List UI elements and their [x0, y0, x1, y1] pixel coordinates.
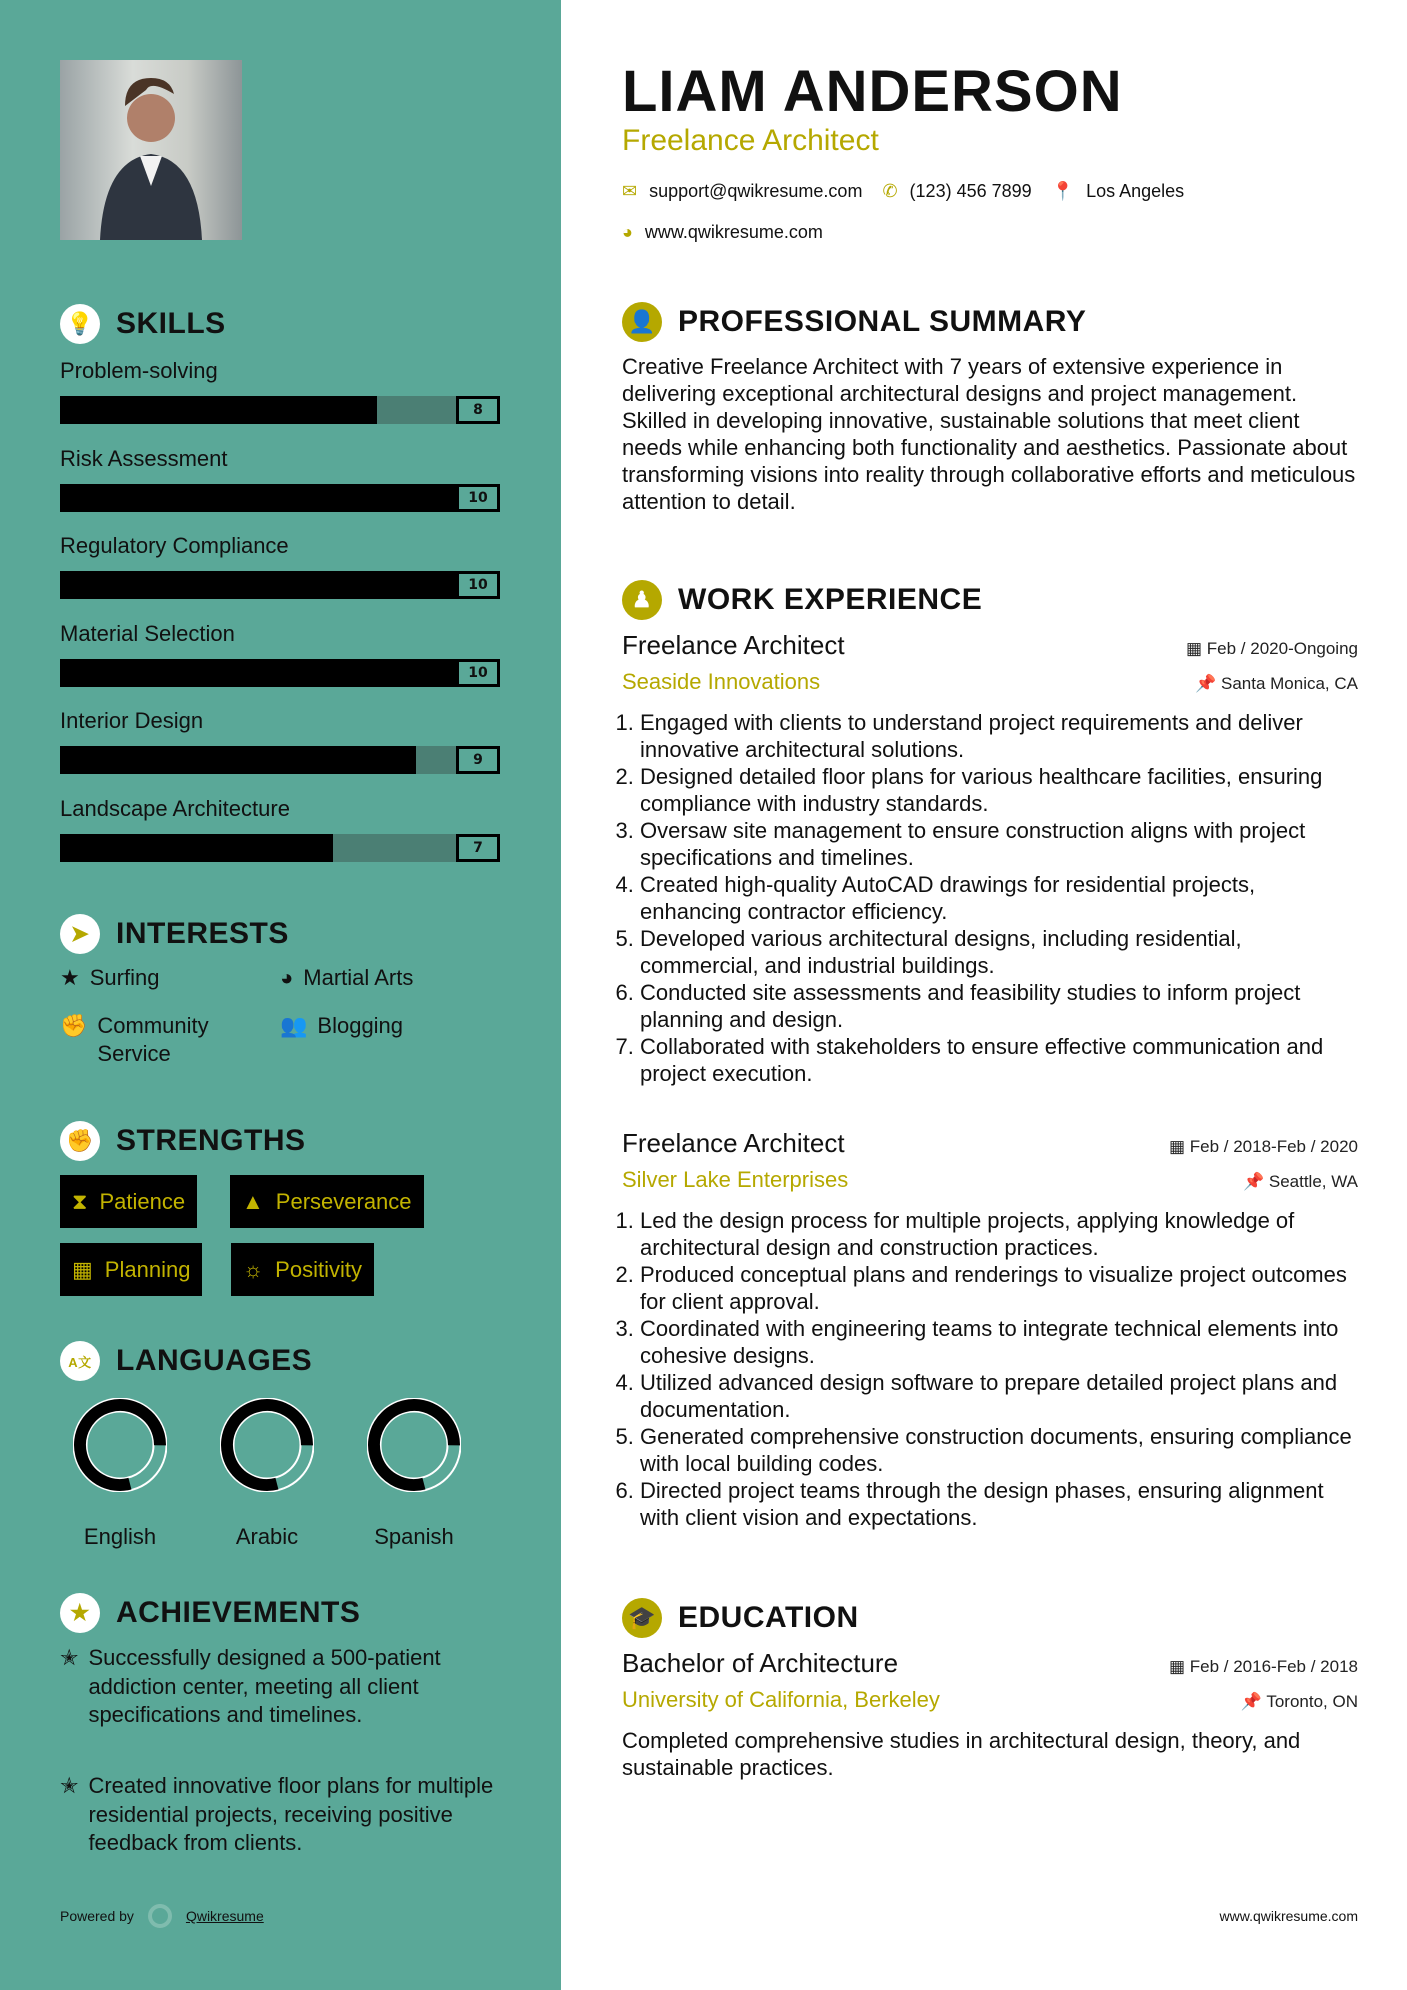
fist-icon: ✊: [60, 1013, 88, 1038]
job-location: Santa Monica, CA: [1220, 674, 1358, 693]
strength-chip: ▲ Perseverance: [230, 1175, 424, 1228]
job-bullet: 4. Created high-quality AutoCAD drawings for residential projects, enhancing contractor efficiency.: [640, 871, 1358, 925]
strengths-heading: ✊ STRENGTHS: [60, 1121, 306, 1161]
qwikresume-logo-icon: [148, 1904, 172, 1928]
calendar-icon: ▦: [1168, 1657, 1190, 1676]
education-entry: [622, 1648, 1358, 1781]
star-icon: ✭: [60, 1773, 79, 1798]
skill-score: 10: [456, 571, 500, 599]
chair-icon: ♟: [622, 580, 662, 620]
skill-bar: [60, 571, 500, 599]
pin-icon: 📌: [1195, 674, 1221, 693]
powered-by: Powered by Qwikresume: [60, 1904, 264, 1928]
summary-text: Creative Freelance Architect with 7 years of extensive experience in delivering exceptional architectural designs and project management. Skilled in developing innovative, sustainable solutions that meet client needs while enhancing both functionality and aesthetics. Passionate about transforming visions into reality through collaborative efforts and meticulous attention to detail.: [622, 354, 1356, 514]
interest-item: ★ Surfing: [60, 965, 160, 990]
calendar-icon: ▦: [1185, 639, 1207, 658]
sun-icon: ☼: [243, 1256, 264, 1282]
skill-bar: [60, 834, 500, 862]
job-dates: Feb / 2018-Feb / 2020: [1189, 1137, 1358, 1156]
language-icon: A文: [60, 1341, 100, 1381]
skill-label: Problem-solving: [60, 358, 218, 383]
job-bullet: 4. Utilized advanced design software to prepare detailed project plans and documentation.: [640, 1369, 1358, 1423]
job-bullets: [622, 709, 1358, 1087]
skill-bar: [60, 659, 500, 687]
job-bullet: 1. Led the design process for multiple projects, applying knowledge of architectural design and construction practices.: [640, 1207, 1358, 1261]
strength-chip: ☼ Positivity: [231, 1243, 374, 1296]
interest-item: 👥 Blogging: [280, 1013, 404, 1038]
interest-item: ✊ Community Service: [60, 1013, 209, 1066]
job-bullet: 6. Directed project teams through the design phases, ensuring alignment with client vision and expectations.: [640, 1477, 1358, 1531]
language-item: [55, 1398, 185, 1550]
job-bullet: 2. Designed detailed floor plans for various healthcare facilities, ensuring compliance with industry standards.: [640, 763, 1358, 817]
job-bullet: 2. Produced conceptual plans and renderings to visualize project outcomes for client approval.: [640, 1261, 1358, 1315]
language-donut: [220, 1398, 314, 1492]
email-link[interactable]: support@qwikresume.com: [649, 181, 863, 201]
skill-score: 8: [456, 396, 500, 424]
job-entry: [622, 630, 1358, 1087]
globe-icon: ◕: [622, 222, 633, 242]
job-bullet: 5. Developed various architectural designs, including residential, commercial, and industrial buildings.: [640, 925, 1358, 979]
job-bullet: 1. Engaged with clients to understand project requirements and deliver innovative architectural solutions.: [640, 709, 1358, 763]
strength-chip: ⧗ Patience: [60, 1175, 197, 1228]
skill-bar-fill: [60, 396, 377, 424]
candidate-name: LIAM ANDERSON: [622, 59, 1123, 124]
user-icon: 👤: [622, 302, 662, 342]
skill-bar-fill: [60, 659, 500, 687]
achievement-item: ✭ Successfully designed a 500-patient addiction center, meeting all client specifications and timelines.: [60, 1644, 500, 1730]
interest-item: ◕ Martial Arts: [280, 965, 414, 990]
globe-icon: ◕: [280, 965, 294, 990]
skill-item: [60, 446, 500, 512]
phone-icon: ✆: [882, 181, 898, 201]
skill-label: Risk Assessment: [60, 445, 228, 471]
road-icon: ▲: [242, 1188, 264, 1214]
contact-row: [622, 181, 1358, 202]
pin-icon: 📌: [1240, 1692, 1267, 1711]
language-item: [349, 1398, 479, 1550]
language-donut: [367, 1398, 461, 1492]
skill-bar-fill: [60, 484, 500, 512]
job-dates: Feb / 2020-Ongoing: [1206, 639, 1358, 658]
skill-bar-fill: [60, 834, 333, 862]
skill-item: [60, 708, 500, 774]
job-bullets: [622, 1207, 1358, 1531]
degree: Bachelor of Architecture: [622, 1648, 899, 1678]
skill-bar: [60, 746, 500, 774]
skill-label: Landscape Architecture: [60, 795, 290, 821]
interests-heading: ➤ INTERESTS: [60, 914, 289, 954]
hourglass-icon: ⧗: [72, 1188, 88, 1214]
education-heading: 🎓 EDUCATION: [622, 1598, 1358, 1638]
skill-label: Interior Design: [60, 708, 204, 733]
languages-heading: A文 LANGUAGES: [60, 1341, 312, 1381]
job-bullet: 3. Coordinated with engineering teams to integrate technical elements into cohesive designs.: [640, 1315, 1358, 1369]
skill-score: 10: [456, 659, 500, 687]
skills-heading: 💡 SKILLS: [60, 304, 226, 344]
star-icon: ★: [60, 965, 80, 990]
job-entry: [622, 1128, 1358, 1531]
star-badge-icon: ★: [60, 1593, 100, 1633]
skill-label: Material Selection: [60, 620, 235, 646]
skill-score: 10: [456, 484, 500, 512]
fist-icon: ✊: [60, 1121, 100, 1161]
job-bullet: 3. Oversaw site management to ensure construction aligns with project specifications and timelines.: [640, 817, 1358, 871]
job-position: Freelance Architect: [622, 1128, 845, 1158]
strength-chip: ▦ Planning: [60, 1243, 202, 1296]
location-text: Los Angeles: [1086, 181, 1185, 201]
lightbulb-icon: 💡: [60, 304, 100, 344]
skill-item: [60, 796, 500, 862]
calendar-icon: ▦: [72, 1256, 93, 1282]
skill-bar-fill: [60, 571, 500, 599]
skill-item: [60, 621, 500, 687]
language-label: Spanish: [374, 1524, 454, 1549]
website-link[interactable]: www.qwikresume.com: [644, 222, 823, 242]
star-icon: ✭: [60, 1645, 79, 1670]
summary-heading: 👤 PROFESSIONAL SUMMARY: [622, 302, 1358, 342]
paper-plane-icon: ➤: [60, 914, 100, 954]
job-bullet: 7. Collaborated with stakeholders to ensure effective communication and project execution.: [640, 1033, 1358, 1087]
footer-website[interactable]: www.qwikresume.com: [1219, 1908, 1358, 1924]
language-item: [202, 1398, 332, 1550]
work-heading: ♟ WORK EXPERIENCE: [622, 580, 1358, 620]
language-donut: [73, 1398, 167, 1492]
education-text: Completed comprehensive studies in architectural design, theory, and sustainable practices.: [622, 1728, 1301, 1780]
profile-photo: [60, 60, 242, 240]
job-title: Freelance Architect: [622, 124, 879, 157]
skill-item: [60, 533, 500, 599]
education-dates: Feb / 2016-Feb / 2018: [1189, 1657, 1358, 1676]
job-bullet: 5. Generated comprehensive construction documents, ensuring compliance with local building codes.: [640, 1423, 1358, 1477]
calendar-icon: ▦: [1168, 1137, 1190, 1156]
company-name: Silver Lake Enterprises: [622, 1167, 849, 1192]
map-pin-icon: 📍: [1051, 181, 1075, 201]
graduate-icon: 🎓: [622, 1598, 662, 1638]
school: University of California, Berkeley: [622, 1687, 940, 1712]
pin-icon: 📌: [1242, 1172, 1269, 1191]
skill-bar: [60, 484, 500, 512]
skill-bar-fill: [60, 746, 416, 774]
achievement-item: ✭ Created innovative floor plans for multiple residential projects, receiving positive feedback from clients.: [60, 1772, 500, 1858]
qwikresume-link[interactable]: Qwikresume: [185, 1908, 264, 1924]
job-bullet: 6. Conducted site assessments and feasibility studies to inform project planning and design.: [640, 979, 1358, 1033]
users-icon: 👥: [280, 1013, 308, 1038]
skill-bar: [60, 396, 500, 424]
skill-score: 7: [456, 834, 500, 862]
skill-label: Regulatory Compliance: [60, 533, 289, 558]
skill-item: [60, 358, 500, 424]
education-location: Toronto, ON: [1266, 1692, 1358, 1711]
skill-score: 9: [456, 746, 500, 774]
achievements-heading: ★ ACHIEVEMENTS: [60, 1593, 360, 1633]
job-location: Seattle, WA: [1268, 1172, 1358, 1191]
phone-text: (123) 456 7899: [909, 181, 1032, 201]
language-label: English: [83, 1524, 157, 1549]
job-position: Freelance Architect: [622, 630, 845, 660]
language-label: Arabic: [235, 1524, 299, 1549]
envelope-icon: ✉: [622, 181, 638, 201]
company-name: Seaside Innovations: [622, 669, 821, 694]
website-row: [622, 222, 1358, 243]
